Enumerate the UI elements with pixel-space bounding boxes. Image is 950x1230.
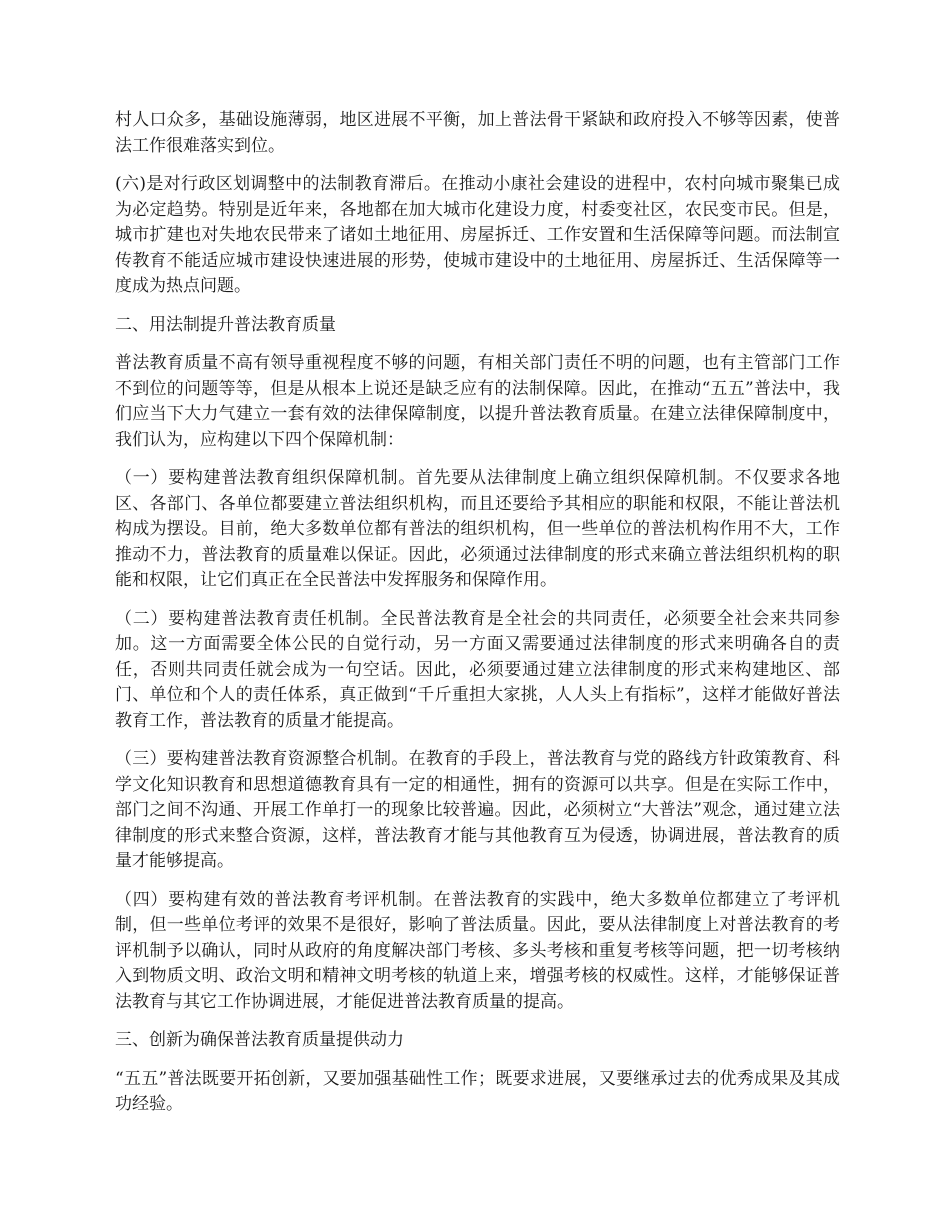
document-body [115, 108, 840, 1131]
paragraph: 普法教育质量不高有领导重视程度不够的问题，有相关部门责任不明的问题，也有主管部门工作不到位的问题等等，但是从根本上说还是缺乏应有的法制保障。因此，在推动“五五”普法中，我们应当下大力气建立一套有效的法律保障制度，以提升普法教育质量。在建立法律保障制度中，我们认为，应构建以下四个保障机制： [115, 353, 840, 450]
paragraph: （四）要构建有效的普法教育考评机制。在普法教育的实践中，绝大多数单位都建立了考评机制，但一些单位考评的效果不是很好，影响了普法质量。因此，要从法律制度上对普法教育的考评机制予以确认，同时从政府的角度解决部门考核、多头考核和重复考核等问题，把一切考核纳入到物质文明、政治文明和精神文明考核的轨道上来，增强考核的权威性。这样，才能够保证普法教育与其它工作协调进展，才能促进普法教育质量的提高。 [115, 889, 840, 1012]
paragraph: （二）要构建普法教育责任机制。全民普法教育是全社会的共同责任，必须要全社会来共同参加。这一方面需要全体公民的自觉行动，另一方面又需要通过法律制度的形式来明确各自的责任，否则共同责任就会成为一句空话。因此，必须要通过建立法律制度的形式来构建地区、部门、单位和个人的责任体系，真正做到“千斤重担大家挑，人人头上有指标”，这样才能做好普法教育工作，普法教育的质量才能提高。 [115, 608, 840, 731]
paragraph: （三）要构建普法教育资源整合机制。在教育的手段上，普法教育与党的路线方针政策教育、科学文化知识教育和思想道德教育具有一定的相通性，拥有的资源可以共享。但是在实际工作中，部门之间不沟通、开展工作单打一的现象比较普遍。因此，必须树立“大普法”观念，通过建立法律制度的形式来整合资源，这样，普法教育才能与其他教育互为侵透，协调进展，普法教育的质量才能够提高。 [115, 749, 840, 871]
paragraph: 村人口众多，基础设施薄弱，地区进展不平衡，加上普法骨干紧缺和政府投入不够等因素，使普法工作很难落实到位。 [115, 110, 840, 156]
section-heading: 三、创新为确保普法教育质量提供动力 [115, 1030, 404, 1050]
paragraph: (六)是对行政区划调整中的法制教育滞后。在推动小康社会建设的进程中，农村向城市聚集已成为必定趋势。特别是近年来，各地都在加大城市化建设力度，村委变社区，农民变市民。但是，城市扩建也对失地农民带来了诸如土地征用、房屋拆迁、工作安置和生活保障等问题。而法制宣传教育不能适应城市建设快速进展的形势，使城市建设中的土地征用、房屋拆迁、生活保障等一度成为热点问题。 [115, 174, 840, 296]
paragraph: “五五”普法既要开拓创新，又要加强基础性工作；既要求进展，又要继承过去的优秀成果及其成功经验。 [115, 1068, 840, 1114]
paragraph: （一）要构建普法教育组织保障机制。首先要从法律制度上确立组织保障机制。不仅要求各地区、各部门、各单位都要建立普法组织机构，而且还要给予其相应的职能和权限，不能让普法机构成为摆设。目前，绝大多数单位都有普法的组织机构，但一些单位的普法机构作用不大，工作推动不力，普法教育的质量难以保证。因此，必须通过法律制度的形式来确立普法组织机构的职能和权限，让它们真正在全民普法中发挥服务和保障作用。 [115, 468, 840, 590]
section-heading: 二、用法制提升普法教育质量 [115, 314, 336, 335]
